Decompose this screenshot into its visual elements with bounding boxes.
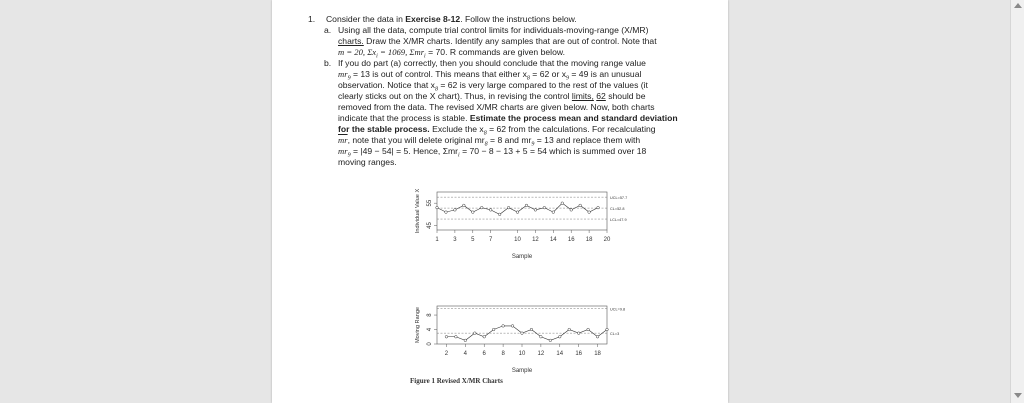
x-chart-x-tick-label: 5 [471, 237, 475, 243]
mr-chart-point [596, 335, 599, 338]
part-b-line-5: removed from the data. The revised X/MR charts are given below. Now, both charts [338, 102, 655, 112]
mr-chart-x-tick-label: 8 [501, 351, 505, 357]
document-page [272, 0, 728, 403]
mr-chart-point [577, 332, 580, 335]
mr-chart-point [540, 335, 543, 338]
mr-chart-point [568, 328, 571, 331]
x-chart-point [597, 206, 600, 209]
x-chart-point [471, 211, 474, 214]
mr-chart-x-tick-label: 18 [594, 351, 601, 357]
mr-chart-point [502, 325, 505, 328]
x-chart-point [543, 206, 546, 209]
x-chart-x-tick-label: 20 [603, 237, 611, 243]
x-chart [407, 178, 647, 264]
mr-chart-x-tick-label: 10 [518, 351, 526, 357]
mr-chart-x-tick-label: 12 [537, 351, 545, 357]
x-chart-point [463, 204, 466, 207]
mr-chart-y-tick-label: 0 [427, 342, 433, 346]
x-chart-point [552, 211, 555, 214]
mr-chart-point [483, 335, 486, 338]
scroll-down-icon[interactable] [1014, 393, 1022, 398]
x-chart-point [445, 211, 448, 214]
mr-chart-x-tick-label: 4 [463, 351, 468, 357]
part-b-line-9: $mr_9 = |49 - 54| = 5$. Hence, Σmr$_i$ = 70 − 8 − 13 + 5 = 54 which is summed over 18 [338, 146, 647, 159]
question-line: 1. Consider the data in Exercise 8-12. Follow the instructions below. [308, 14, 577, 24]
mr-chart-point [492, 328, 495, 331]
x-chart-x-tick-label: 16 [567, 237, 575, 243]
mr-chart-series-line [446, 326, 607, 340]
limits-link[interactable]: limits, [571, 91, 594, 101]
part-b-line-3: observation. Notice that $x_8 = 62$ is very large compared to the rest of the values (it [338, 80, 648, 93]
x-chart-point [489, 209, 492, 212]
x-chart-point [534, 209, 537, 212]
mr-chart-point [549, 339, 552, 342]
mr-chart-point [445, 335, 448, 338]
mr-chart-x-tick-label: 6 [482, 351, 486, 357]
x-chart-y-tick-label: 55 [427, 199, 433, 207]
x-chart-lcl-label: LCL=47.9 [610, 218, 627, 223]
item-number: 1. [308, 14, 316, 24]
mr-chart [407, 292, 647, 378]
mr-chart-y-tick-label: 4 [427, 327, 433, 332]
x-chart-x-axis-label: Sample [511, 254, 533, 260]
mr-chart-plot-frame [437, 306, 607, 344]
x-chart-ucl-label: UCL=57.7 [610, 196, 628, 201]
x-chart-x-tick-label: 18 [585, 237, 593, 243]
part-b-label: b. [324, 58, 332, 68]
mr-chart-point [606, 328, 609, 331]
x-chart-x-tick-label: 12 [532, 237, 539, 243]
mr-chart-y-tick-label: 8 [427, 313, 433, 317]
exercise-ref: Exercise 8-12 [405, 14, 461, 24]
part-b-line-1: If you do part (a) correctly, then you should conclude that the moving range value [338, 58, 646, 68]
x-chart-point [579, 204, 582, 207]
x-chart-y-axis-label: Individual Value X [415, 188, 421, 234]
part-b-line-4: clearly sticks out on the X chart). Thus, in revising the control limits, 62 should be [338, 91, 646, 101]
x-chart-point [480, 206, 483, 209]
x-chart-cl-label: CL=52.8 [610, 207, 625, 212]
mr-chart-point [464, 339, 467, 342]
mr-chart-point [521, 332, 524, 335]
mr-chart-point [587, 328, 590, 331]
x-chart-x-tick-label: 3 [453, 237, 457, 243]
x-chart-point [507, 206, 510, 209]
mr-chart-point [455, 335, 458, 338]
x-chart-point [561, 202, 564, 205]
mr-chart-point [530, 328, 533, 331]
mr-chart-x-tick-label: 2 [444, 351, 449, 357]
x-chart-y-tick-label: 45 [427, 222, 433, 229]
mr-chart-y-axis-label: Moving Range [415, 306, 421, 344]
part-b-line-8: $\overline{mr}$, note that you will delete original $mr_8 = 8$ and $mr_9 = 13$ and replace them with [338, 135, 641, 148]
x-chart-plot-frame [437, 192, 607, 230]
figure-caption: Figure 1 Revised X/MR Charts [410, 377, 503, 385]
scroll-up-icon[interactable] [1014, 3, 1022, 8]
part-a-label: a. [324, 25, 332, 35]
x-chart-point [454, 209, 457, 212]
mr-chart-x-tick-label: 14 [556, 351, 564, 357]
mr-chart-point [511, 325, 514, 328]
x-chart-point [588, 211, 591, 214]
x-chart-point [516, 211, 519, 214]
mr-chart-x-axis-label: Sample [511, 368, 533, 374]
mr-chart-point [473, 332, 476, 335]
mr-chart-ucl-label: UCL=9.8 [610, 307, 626, 312]
part-a-line-3: m = 20, $\Sigma x_i = 1069$, Σmr$_i$ = 70. R commands are given below. [338, 47, 565, 60]
part-b-line-6: indicate that the process is stable. Estimate the process mean and standard deviation [338, 113, 678, 123]
part-b-line-10: moving ranges. [338, 157, 397, 167]
part-a-line-1: Using all the data, compute trial control limits for individuals-moving-range (X/MR) [338, 25, 649, 35]
part-b-line-7: for the stable process. Exclude the $x_8 = 62$ from the calculations. For recalculating [338, 124, 656, 137]
x-chart-x-tick-label: 14 [549, 237, 557, 243]
charts-link[interactable]: charts. [338, 36, 364, 46]
x-chart-x-tick-label: 7 [489, 237, 493, 243]
vertical-scrollbar[interactable] [1010, 0, 1024, 403]
part-a-line-2: charts. Draw the X/MR charts. Identify any samples that are out of control. Note that [338, 36, 657, 46]
mr-chart-cl-label: CL=3 [610, 332, 620, 337]
x-chart-point [525, 204, 528, 207]
x-chart-point [498, 213, 501, 216]
mr-chart-x-tick-label: 16 [575, 351, 583, 357]
x-chart-point [570, 209, 573, 212]
x-chart-point [436, 206, 439, 209]
mr-chart-point [558, 335, 561, 338]
part-b-line-2: $mr_9 = 13$ is out of control. This means that either $x_8 = 62$ or $x_9 = 49$ is an unusual [338, 69, 642, 82]
x-chart-x-tick-label: 10 [514, 237, 521, 243]
x-chart-x-tick-label: 1 [435, 237, 439, 243]
